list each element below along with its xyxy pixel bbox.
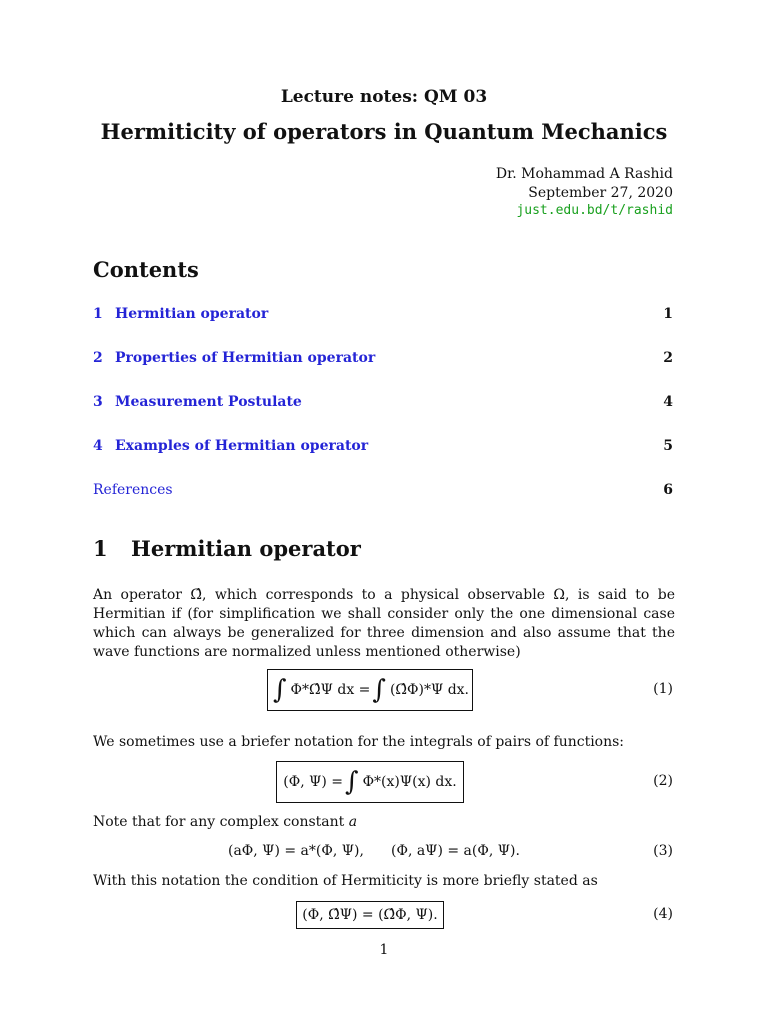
equation-4-number: (4) <box>653 906 673 922</box>
toc-item-page: 2 <box>663 350 673 366</box>
toc-item-label: Properties of Hermitian operator <box>115 350 376 366</box>
integral-sign: ∫ <box>372 675 386 705</box>
toc-item-page: 6 <box>663 482 673 498</box>
equation-3-part-b: (Φ, aΨ) = a(Φ, Ψ). <box>391 843 520 859</box>
contents-heading: Contents <box>93 257 199 282</box>
equation-1-rhs: (Ω̂Φ)*Ψ dx. <box>389 682 469 698</box>
toc-item-page: 1 <box>663 306 673 322</box>
page-number: 1 <box>379 942 389 958</box>
toc-item-3[interactable] <box>93 394 673 414</box>
intro-paragraph: An operator Ω̂, which corresponds to a physical observable Ω, is said to be Hermitian if (for simplification we shall consider only the one dimensional case which can always be generalized for three dimension and also assume that the wave functions are normalized unless mentioned otherwise) <box>93 587 675 660</box>
section-number: 1 <box>93 536 108 561</box>
equation-1-box <box>267 669 473 711</box>
note-variable: a <box>348 814 358 830</box>
date: September 27, 2020 <box>528 185 673 201</box>
equation-1-lhs: Φ*Ω̂Ψ dx = <box>290 682 371 698</box>
equation-4-box <box>296 901 444 929</box>
author: Dr. Mohammad A Rashid <box>495 166 673 182</box>
toc-item-4[interactable] <box>93 438 673 458</box>
equation-4: (Φ, Ω̂Ψ) = (Ω̂Φ, Ψ). <box>302 907 438 923</box>
equation-1-number: (1) <box>653 681 673 697</box>
section-title: Hermitian operator <box>131 536 361 561</box>
integral-sign: ∫ <box>273 675 287 705</box>
toc-item-1[interactable] <box>93 306 673 326</box>
toc-item-page: 4 <box>663 394 673 410</box>
toc-item-number: 4 <box>93 438 103 454</box>
section-heading <box>93 536 361 561</box>
lecture-subtitle: Lecture notes: QM 03 <box>280 87 488 107</box>
toc-item-number: 1 <box>93 306 103 322</box>
toc-item-label: Measurement Postulate <box>115 394 302 410</box>
toc-item-page: 5 <box>663 438 673 454</box>
equation-3-number: (3) <box>653 843 673 859</box>
note-text: Note that for any complex constant <box>93 814 349 830</box>
equation-2-rhs: Φ*(x)Ψ(x) dx. <box>362 774 457 790</box>
toc-item-number: 3 <box>93 394 103 410</box>
equation-3-part-a: (aΦ, Ψ) = a*(Φ, Ψ), <box>228 843 364 859</box>
document-title: Hermiticity of operators in Quantum Mechanics <box>100 119 668 144</box>
integral-sign: ∫ <box>345 767 359 797</box>
equation-2-box <box>276 761 464 803</box>
toc-item-references[interactable] <box>93 482 673 502</box>
toc-item-label: Hermitian operator <box>115 306 269 322</box>
equation-2-lhs: (Φ, Ψ) = <box>283 774 344 790</box>
toc-references-label: References <box>93 482 173 498</box>
toc-item-number: 2 <box>93 350 103 366</box>
toc-item-2[interactable] <box>93 350 673 370</box>
author-url-link[interactable]: just.edu.bd/t/rashid <box>516 203 673 218</box>
equation-2-number: (2) <box>653 773 673 789</box>
notation-paragraph: We sometimes use a briefer notation for the integrals of pairs of functions: <box>93 734 625 750</box>
toc-item-label: Examples of Hermitian operator <box>115 438 369 454</box>
note-paragraph <box>93 813 675 832</box>
hermiticity-paragraph: With this notation the condition of Hermiticity is more briefly stated as <box>93 873 598 889</box>
